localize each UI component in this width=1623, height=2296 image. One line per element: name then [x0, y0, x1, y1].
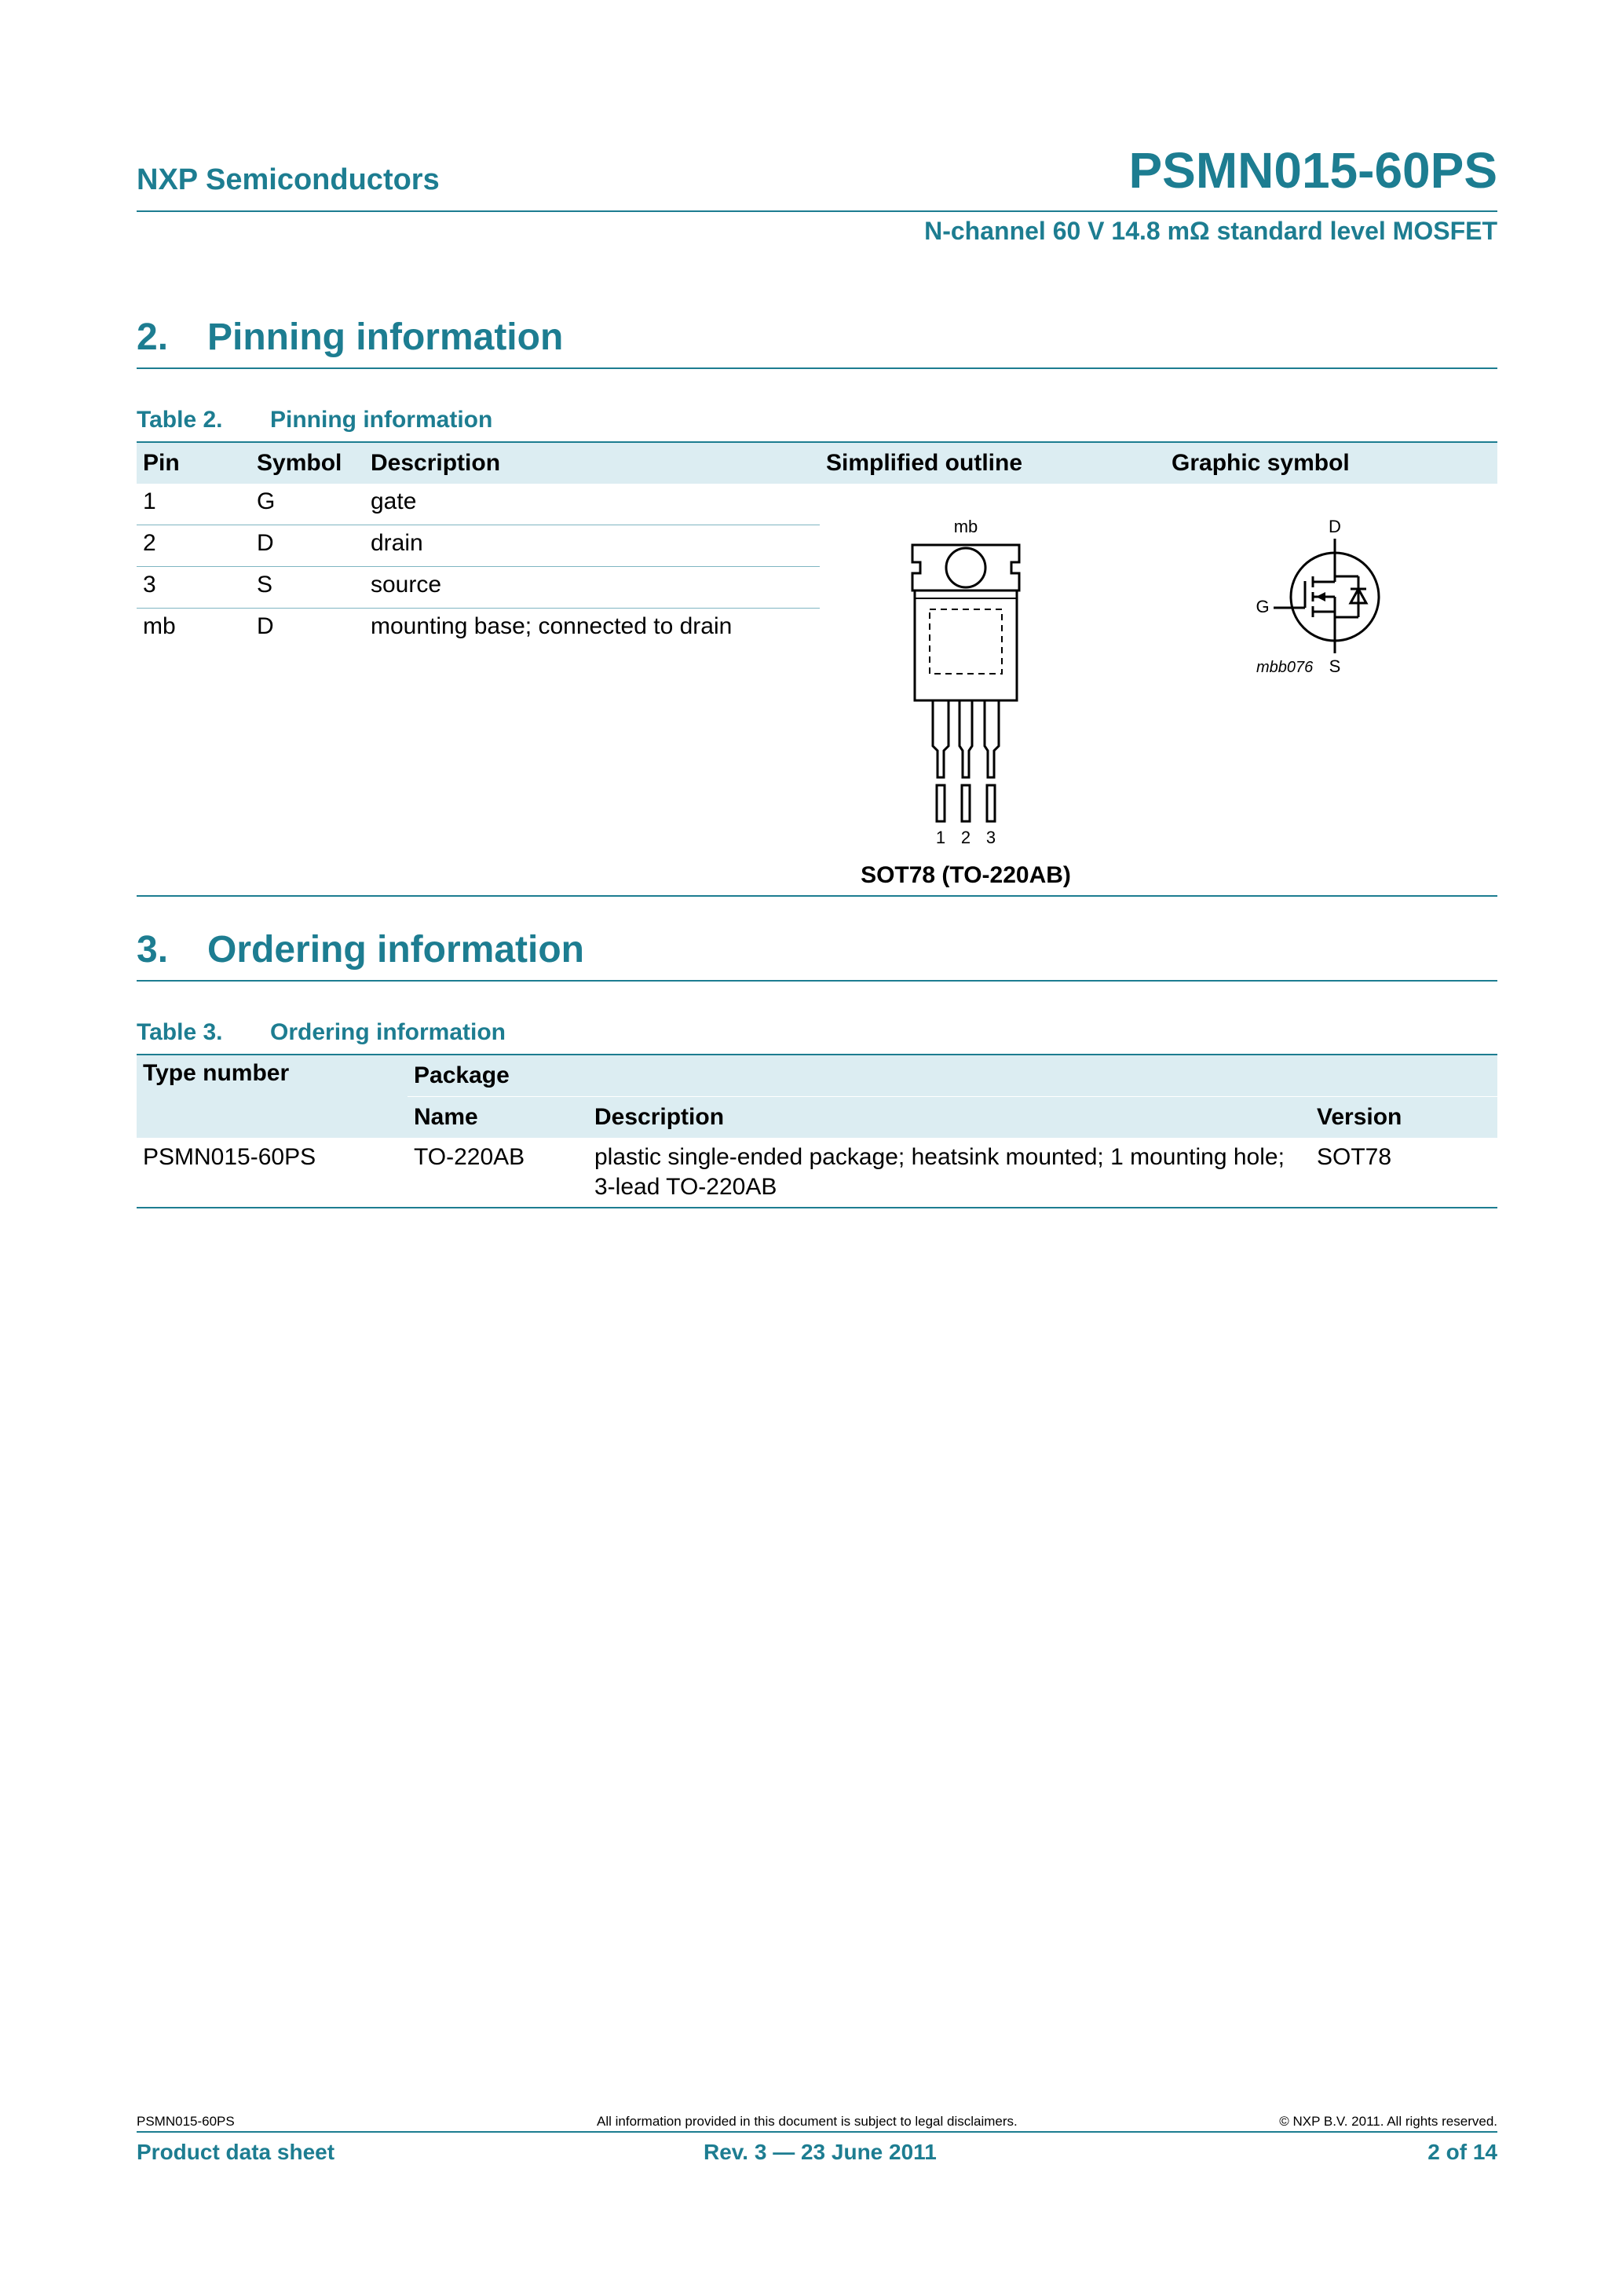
mounting-tab-shape: [912, 545, 1019, 590]
outline-caption: SOT78 (TO-220AB): [861, 862, 1071, 888]
footer-doc-id: PSMN015-60PS: [137, 2114, 235, 2129]
col-pin: Pin: [137, 442, 250, 484]
symbol-cell: G: [250, 484, 364, 525]
section-3-heading: Ordering information: [207, 929, 584, 971]
pin-label-2: 2: [960, 828, 971, 847]
product-title: PSMN015-60PS: [1128, 142, 1497, 199]
type-number-cell: PSMN015-60PS: [137, 1138, 408, 1208]
table-2-label: Table 2.: [137, 407, 223, 433]
description-cell: gate: [364, 484, 820, 525]
col-package-description: Description: [588, 1097, 1310, 1139]
col-symbol: Symbol: [250, 442, 364, 484]
section-2-number: 2.: [137, 316, 169, 358]
section-2-heading: Pinning information: [207, 316, 564, 358]
table-2-title: Pinning information: [270, 407, 493, 433]
package-name-cell: TO-220AB: [408, 1138, 588, 1208]
to220-outline-drawing: [879, 510, 1052, 856]
footer-disclaimer: All information provided in this document is subject to legal disclaimers.: [597, 2114, 1018, 2129]
table-3-title: Ordering information: [270, 1019, 506, 1045]
footer-doc-type: Product data sheet: [137, 2140, 335, 2164]
symbol-cell: D: [257, 613, 274, 639]
footer-page-number: 2 of 14: [1427, 2140, 1497, 2164]
company-name: NXP Semiconductors: [137, 163, 440, 196]
die-outline-shape: [930, 609, 1002, 674]
col-graphic-symbol: Graphic symbol: [1165, 442, 1497, 484]
table-2-bottom-rule: [137, 895, 1497, 897]
mounting-hole-shape: [946, 548, 985, 587]
col-package: Package: [408, 1055, 1497, 1097]
footer-copyright: © NXP B.V. 2011. All rights reserved.: [1279, 2114, 1497, 2129]
col-version: Version: [1310, 1097, 1497, 1139]
symbol-cell: D: [250, 525, 364, 567]
col-description: Description: [364, 442, 820, 484]
table-2-caption: [137, 407, 492, 433]
ordering-table: [137, 1054, 1497, 1208]
section-3-title: [137, 928, 584, 971]
section-2-title: [137, 316, 563, 359]
description-cell: drain: [364, 525, 820, 567]
header-divider: [137, 210, 1497, 212]
pin-cell: 2: [137, 525, 250, 567]
table-3-caption: [137, 1019, 506, 1046]
col-type-number: Type number: [137, 1055, 408, 1138]
section-2-divider: [137, 367, 1497, 369]
footer-divider: [137, 2131, 1497, 2133]
table-row: [137, 1138, 1497, 1208]
package-leads: [933, 700, 999, 821]
mb-label: mb: [953, 517, 978, 536]
col-simplified-outline: Simplified outline: [820, 442, 1165, 484]
package-description-cell: plastic single-ended package; heatsink mounted; 1 mounting hole; 3-lead TO-220AB: [588, 1138, 1310, 1208]
source-label: S: [1329, 656, 1341, 676]
description-cell: mounting base; connected to drain: [371, 613, 733, 639]
section-3-divider: [137, 980, 1497, 982]
gate-label: G: [1256, 597, 1270, 616]
pin-cell: mb: [143, 613, 176, 639]
symbol-code: mbb076: [1256, 659, 1314, 676]
pin-label-1: 1: [935, 828, 946, 847]
footer-revision: Rev. 3 — 23 June 2011: [704, 2140, 937, 2164]
product-subtitle: N-channel 60 V 14.8 mΩ standard level MOSFET: [924, 217, 1497, 245]
col-name: Name: [408, 1097, 588, 1139]
table-3-label: Table 3.: [137, 1019, 223, 1045]
version-cell: SOT78: [1310, 1138, 1497, 1208]
symbol-cell: S: [250, 567, 364, 609]
description-cell: source: [364, 567, 820, 609]
pin-cell: 1: [137, 484, 250, 525]
pin-cell: 3: [137, 567, 250, 609]
drain-label: D: [1329, 517, 1341, 536]
pin-label-3: 3: [985, 828, 996, 847]
section-3-number: 3.: [137, 929, 169, 971]
mosfet-symbol-drawing: [1241, 510, 1398, 683]
